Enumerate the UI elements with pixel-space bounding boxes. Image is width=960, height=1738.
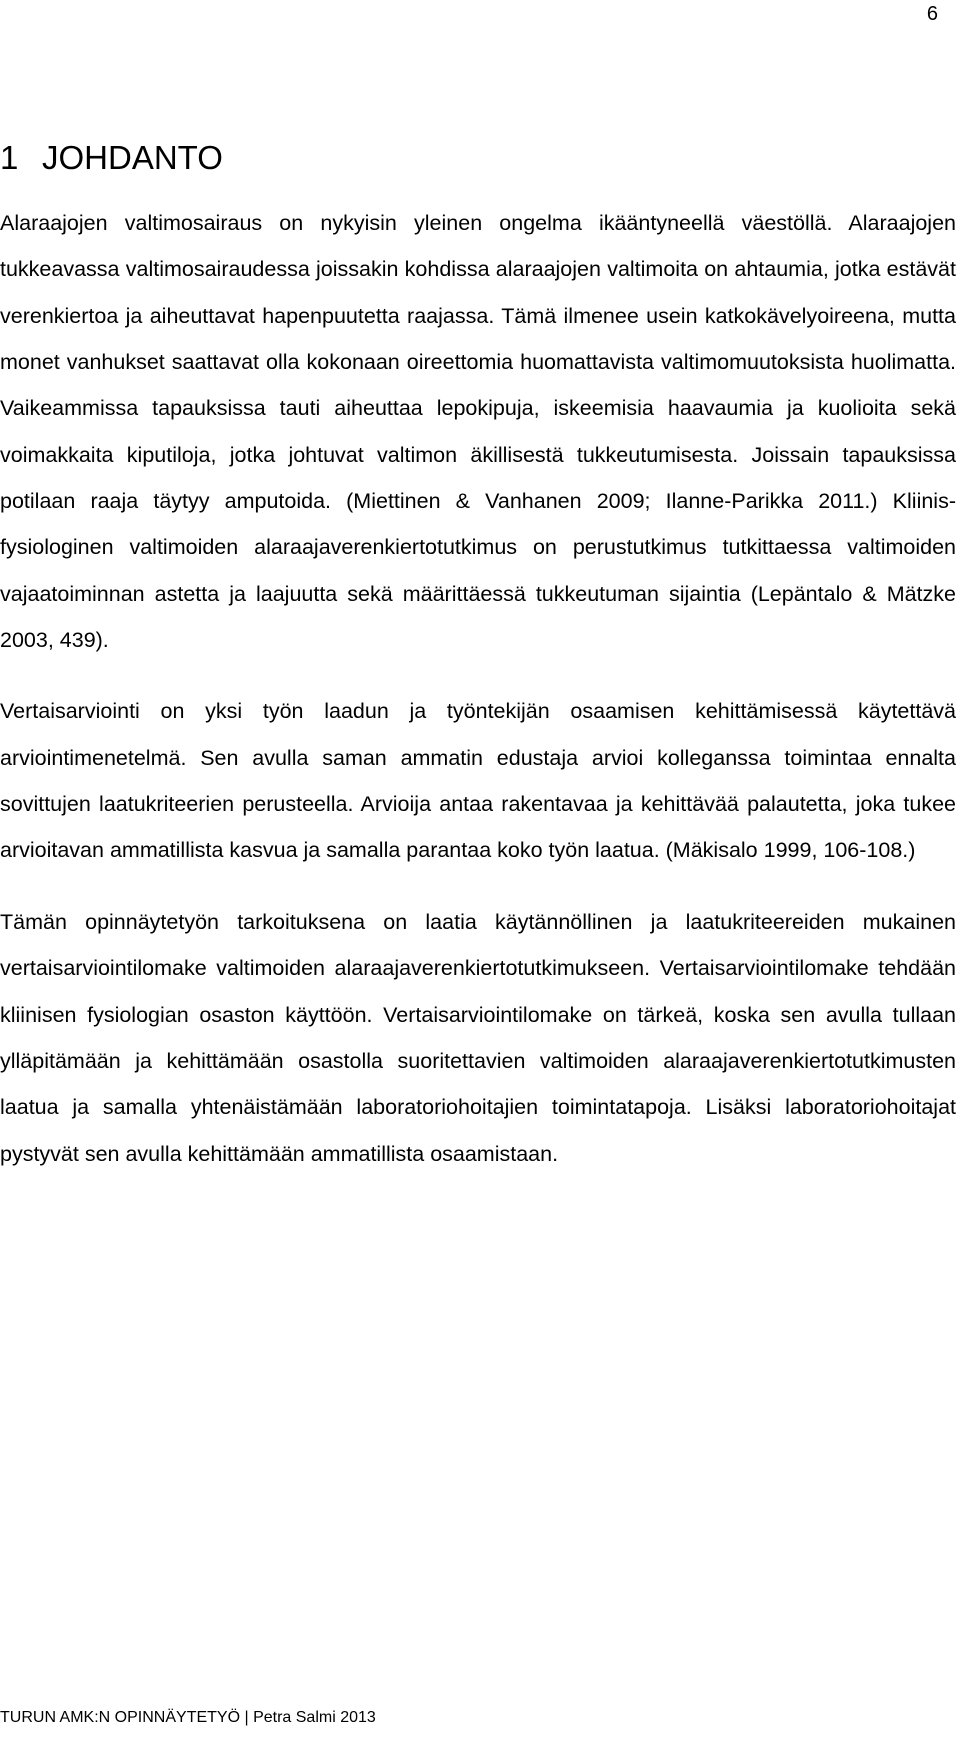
chapter-number: 1 <box>0 139 19 176</box>
page-footer: TURUN AMK:N OPINNÄYTETYÖ | Petra Salmi 2013 <box>0 1709 376 1726</box>
paragraph-peer-review: Vertaisarviointi on yksi työn laadun ja työntekijän osaamisen kehittämisessä käytettävä arviointimenetelmä. Sen avulla saman ammatin edustaja arvioi kolleganssa toimintaa ennalta sovittujen laatukriteerien perusteella. Arvioija antaa rakentavaa ja kehittävää palautetta, joka tukee arvioitavan ammatillista kasvua ja samalla parantaa koko työn laatua. (Mäkisalo 1999, 106-108.) <box>0 699 956 863</box>
body-text <box>0 200 956 1202</box>
paragraph-intro: Alaraajojen valtimosairaus on nykyisin yleinen ongelma ikääntyneellä väestöllä. Alaraajojen tukkeavassa valtimosairaudessa joissakin kohdissa alaraajojen valtimoita on ahtaumia, jotka estävät verenkiertoa ja aiheuttavat hapenpuutetta raajassa. Tämä ilmenee usein katkokävelyoireena, mutta monet vanhukset saattavat olla kokonaan oireettomia huomattavista valtimomuutoksista huolimatta. Vaikeammissa tapauksissa tauti aiheuttaa lepokipuja, iskeemisia haavaumia ja kuolioita sekä voimakkaita kiputiloja, jotka johtuvat valtimon äkillisestä tukkeutumisesta. Joissain tapauksissa potilaan raaja täytyy amputoida. (Miettinen & Vanhanen 2009; Ilanne-Parikka 2011.) Kliinis-fysiologinen valtimoiden alaraajaverenkiertotutkimus on perustutkimus tutkittaessa valtimoiden vajaatoiminnan astetta ja laajuutta sekä määrittäessä tukkeutuman sijaintia (Lepäntalo & Mätzke 2003, 439). <box>0 211 956 653</box>
paragraph-purpose: Tämän opinnäytetyön tarkoituksena on laatia käytännöllinen ja laatukriteereiden mukainen vertaisarviointilomake valtimoiden alaraajaverenkiertotutkimukseen. Vertaisarviointilomake tehdään kliinisen fysiologian osaston käyttöön. Vertaisarviointilomake on tärkeä, koska sen avulla tullaan ylläpitämään ja kehittämään osastolla suoritettavien valtimoiden alaraajaverenkiertotutkimusten laatua ja samalla yhtenäistämään laboratoriohoitajien toimintatapoja. Lisäksi laboratoriohoitajat pystyvät sen avulla kehittämään ammatillista osaamistaan. <box>0 909 956 1166</box>
chapter-title: JOHDANTO <box>42 139 223 176</box>
page-number: 6 <box>926 3 938 25</box>
chapter-heading <box>0 138 223 178</box>
